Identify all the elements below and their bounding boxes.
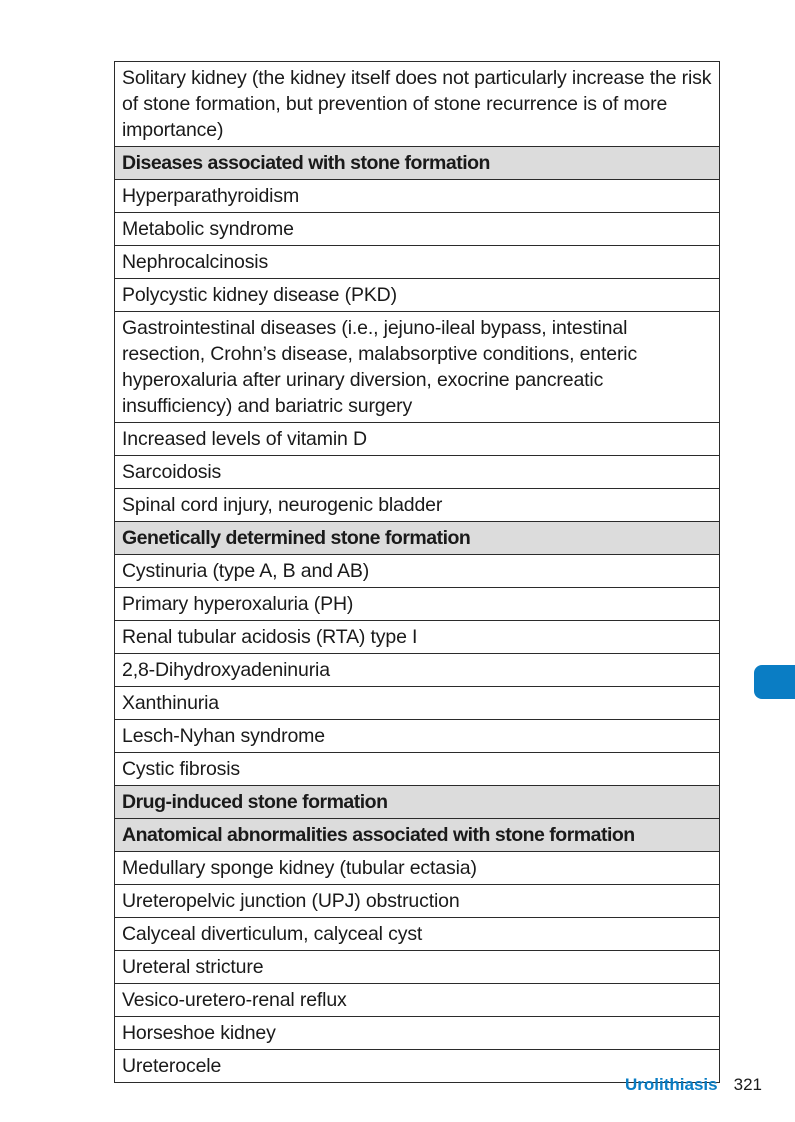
- table-row: [115, 213, 720, 246]
- table-row: [115, 246, 720, 279]
- table-cell: Cystic fibrosis: [115, 753, 720, 786]
- risk-factor-table: [114, 61, 720, 1083]
- table-row: [115, 62, 720, 147]
- table-row: [115, 951, 720, 984]
- page-footer: [625, 1075, 762, 1095]
- table-cell: Metabolic syndrome: [115, 213, 720, 246]
- table-cell: Gastrointestinal diseases (i.e., jejuno-ileal bypass, intestinal resection, Crohn’s disease, malabsorptive conditions, enteric hyperoxaluria after urinary diversion, exocrine pancreatic insufficiency) and bariatric surgery: [115, 312, 720, 423]
- table-cell: Xanthinuria: [115, 687, 720, 720]
- table-row: [115, 312, 720, 423]
- table-cell: Ureteral stricture: [115, 951, 720, 984]
- table-cell: Sarcoidosis: [115, 456, 720, 489]
- table-cell: Increased levels of vitamin D: [115, 423, 720, 456]
- table-row: [115, 180, 720, 213]
- table-cell: Calyceal diverticulum, calyceal cyst: [115, 918, 720, 951]
- table-cell: Primary hyperoxaluria (PH): [115, 588, 720, 621]
- footer-section-title: Urolithiasis: [625, 1075, 718, 1094]
- table-cell: Renal tubular acidosis (RTA) type I: [115, 621, 720, 654]
- table-row: [115, 753, 720, 786]
- table-row: [115, 984, 720, 1017]
- table-section-header: [115, 786, 720, 819]
- table-cell: Vesico-uretero-renal reflux: [115, 984, 720, 1017]
- chapter-tab-marker: [754, 665, 795, 699]
- table-cell: Ureterocele: [115, 1050, 720, 1083]
- section-header-cell: Genetically determined stone formation: [115, 522, 720, 555]
- table-cell: Solitary kidney (the kidney itself does not particularly increase the risk of stone formation, but prevention of stone recurrence is of more importance): [115, 62, 720, 147]
- table-cell: Ureteropelvic junction (UPJ) obstruction: [115, 885, 720, 918]
- table-row: [115, 885, 720, 918]
- table-row: [115, 1017, 720, 1050]
- table-cell: 2,8-Dihydroxyadeninuria: [115, 654, 720, 687]
- table-cell: Medullary sponge kidney (tubular ectasia): [115, 852, 720, 885]
- table-cell: Lesch-Nyhan syndrome: [115, 720, 720, 753]
- section-header-cell: Anatomical abnormalities associated with stone formation: [115, 819, 720, 852]
- table-row: [115, 852, 720, 885]
- section-header-cell: Diseases associated with stone formation: [115, 147, 720, 180]
- table-row: [115, 279, 720, 312]
- table-row: [115, 423, 720, 456]
- table-row: [115, 918, 720, 951]
- table-row: [115, 687, 720, 720]
- section-header-cell: Drug-induced stone formation: [115, 786, 720, 819]
- table-section-header: [115, 819, 720, 852]
- page-number: 321: [733, 1075, 762, 1094]
- table-cell: Horseshoe kidney: [115, 1017, 720, 1050]
- table-row: [115, 555, 720, 588]
- table-body: [115, 62, 720, 1083]
- table-row: [115, 654, 720, 687]
- table-row: [115, 489, 720, 522]
- table-row: [115, 456, 720, 489]
- table-row: [115, 720, 720, 753]
- table-cell: Nephrocalcinosis: [115, 246, 720, 279]
- table-cell: Hyperparathyroidism: [115, 180, 720, 213]
- table-cell: Polycystic kidney disease (PKD): [115, 279, 720, 312]
- table-row: [115, 621, 720, 654]
- table-row: [115, 588, 720, 621]
- table-cell: Spinal cord injury, neurogenic bladder: [115, 489, 720, 522]
- table-cell: Cystinuria (type A, B and AB): [115, 555, 720, 588]
- table-section-header: [115, 522, 720, 555]
- table-section-header: [115, 147, 720, 180]
